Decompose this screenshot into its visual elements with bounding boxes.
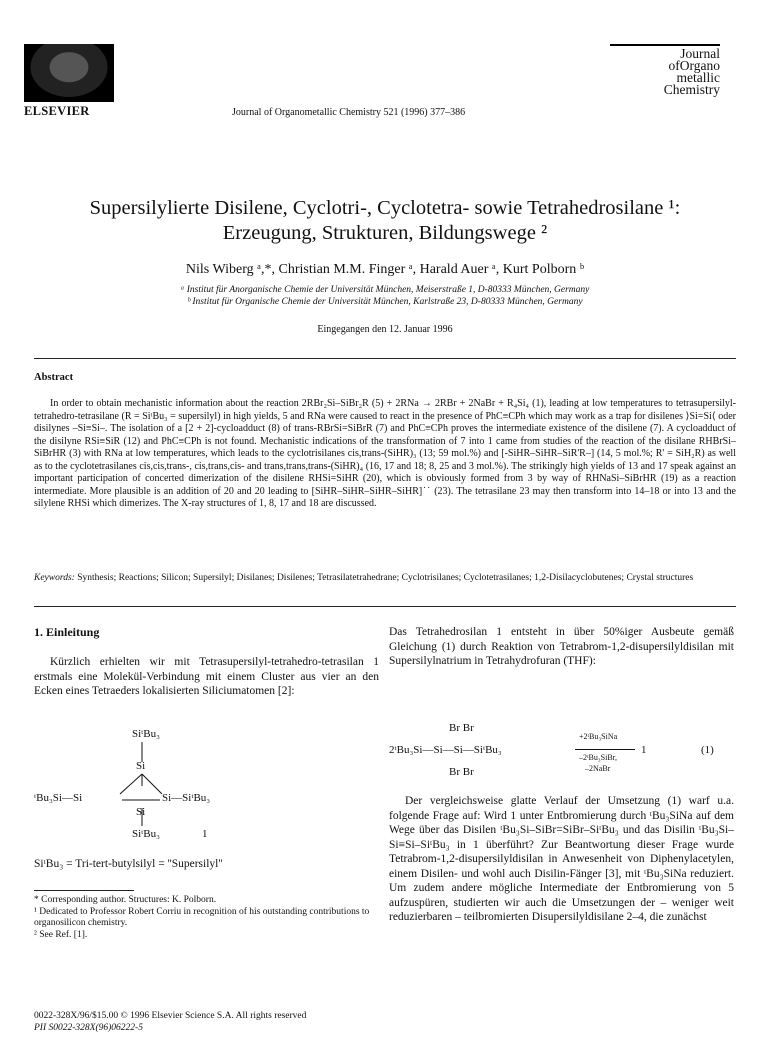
footnote: ¹ Dedicated to Professor Robert Corriu in recognition of his outstanding contributions to organosilicon chemistry. (34, 906, 370, 928)
footnote-divider (34, 890, 134, 891)
structure-bottom: SiᵗBu₃ (132, 828, 160, 840)
title-line-2: Erzeugung, Strukturen, Bildungswege ² (222, 222, 548, 244)
intro-paragraph: Kürzlich erhielten wir mit Tetrasupersilyl-tetrahedro-tetrasilan 1 erstmals eine Molekül-Verbindung mit einem Cluster aus vier an den Ecken eines Tetraeders lokalisierten Siliciumatomen [2]: (34, 656, 379, 697)
equation-byproduct-2: –2NaBr (585, 764, 611, 773)
keywords (34, 572, 736, 584)
pii-line: PII S0022-328X(96)06222-5 (34, 1023, 143, 1033)
equation-reagent: +2ᵗBu₃SiNa (579, 732, 618, 741)
footnote: ² See Ref. [1]. (34, 929, 88, 940)
author-list: Nils Wiberg ᵃ,*, Christian M.M. Finger ᵃ, Harald Auer ᵃ, Kurt Polborn ᵇ (185, 262, 585, 277)
keywords-label: Keywords: (34, 573, 75, 583)
tetrahedrane-structure (34, 728, 334, 848)
compound-label: 1 (202, 828, 208, 840)
abstract-heading: Abstract (34, 372, 74, 383)
divider (34, 358, 736, 359)
structure-top: SiᵗBu₃ (132, 728, 160, 740)
journal-logo-line: Journal (680, 46, 720, 61)
abstract-text: In order to obtain mechanistic information about the reaction 2RBr₂Si–SiBr₂R (5) + 2RNa → 2RBr + 2NaBr + R₄Si₄ (1), leading at low temperatures to tetrasupersilyl-tetrahedro-tetrasilane (R = SiᵗBu₃ = supersilyl) in high yields, 5 and RNa were caused to react in the presence of PhC≡CPh which may work as a trap for disilenes ⟩Si=Si⟨ oder disilynes –Si≡Si–. The isolation of a [2 + 2]-cycloadduct (8) of trans-RBrSi=SiBrR (7) and PhC≡CPh proves the intermediate existence of the disilene (7). A cycloadduct of the disilyne RSi≡SiR (12) and PhC≡CPh is not found. Mechanistic indications of the transformation of 7 into 1 came from studies of the reaction of the disilane RHBrSi–SiBrHR (3) with RNa at low temperatures, which leads to the cyclotrisilanes cis,trans-(SiHR)₃ (13; 59 mol.%) and [-SiHR–SiHR–SiR'R–] (14, 5 mol.%; R' = SiH₂R) as well as to the cyclotetrasilanes cis,cis,trans-, cis,trans,cis- and trans,trans,trans-(SiHR)₄ (16, 17 and 18; 8, 25 and 3 mol.%). The strikingly high yields of 13 and 17 speak against an important participation of concerted dimerization of the disilene RHSi=SiHR (20), which is obviously formed from 3 by way of RHNaSi–SiBrHR (19) as a reaction intermediate. More plausible is an addition of 20 and 20 leading to [SiHR–SiHR–SiHR–SiHR]˙˙ (23). The tetrasilane 23 may then transform into 14–18 or into 13 and the silylene RHSi which dimerizes. The X-ray structures of 1, 8, 17 and 18 are discussed. (34, 398, 736, 509)
title-line-1: Supersilylierte Disilene, Cyclotri-, Cyclotetra- sowie Tetrahedrosilane ¹: (89, 197, 681, 219)
received-date: Eingegangen den 12. Januar 1996 (317, 324, 453, 335)
affiliation-b: ᵇ Institut für Organische Chemie der Universität München, Karlstraße 23, D-80333 München, Germany (187, 297, 583, 307)
structure-left: ᵗBu₃Si—Si (34, 792, 83, 804)
copyright (34, 1010, 306, 1034)
structure-right: Si—SiᵗBu₃ (162, 792, 211, 804)
structure-bonds (34, 728, 334, 848)
journal-logo-line: metallic (676, 70, 720, 85)
equation-number: (1) (701, 744, 714, 756)
copyright-line: 0022-328X/96/$15.00 © 1996 Elsevier Science S.A. All rights reserved (34, 1011, 307, 1021)
structure-center: Si (136, 806, 146, 818)
right-paragraph-2: Der vergleichsweise glatte Verlauf der Umsetzung (1) warf u.a. folgende Frage auf: Wird 1 unter Entbromierung durch ᵗBu₃SiNa auf dem Wege über das Disilen ᵗBu₃Si–SiBr=SiBr–SiᵗBu₃ und das Disilin ᵗBu₃Si–Si≡Si–SiᵗBu₃ in 1 überführt? Zur Beantwortung dieser Frage wurde Tetrabrom-1,2-disupersilyldisilan in Anwesenheit von Diphenylacetylen, einem Disilen- und wohl auch Disilin-Fänger [3], mit ᵗBu₃SiNa reduziert. Um zudem andere mögliche Intermediate der Entbromierung von 5 aufzuspüren, studierten wir auch die Umsetzungen der – weniger weit reduzierbaren – teilbromierten Disupersilyldisilane 2–4, die zunächst (389, 795, 734, 923)
equation-byproduct-1: –2ᵗBu₃SiBr, (579, 753, 618, 762)
section-heading: 1. Einleitung (34, 625, 100, 639)
affiliation-a: ᵃ Institut für Anorganische Chemie der Universität München, Meiserstraße 1, D-80333 München, Germany (180, 285, 590, 295)
right-paragraph-1: Das Tetrahedrosilan 1 entsteht in über 50%iger Ausbeute gemäß Gleichung (1) durch Reaktion von Tetrabrom-1,2-disupersilyldisilan mit Supersilylnatrium in Tetrahydrofuran (THF): (389, 626, 734, 667)
article-title (40, 196, 730, 246)
equation-reactant: 2ᵗBu₃Si—Si—Si—SiᵗBu₃ (389, 744, 502, 756)
supersilyl-definition: SiᵗBu₃ = Tri-tert-butylsilyl = ''Supersilyl'' (34, 858, 223, 870)
affiliations (40, 284, 730, 308)
equation-br-top: Br Br (449, 722, 474, 734)
structure-center-top: Si (136, 760, 146, 772)
journal-reference: Journal of Organometallic Chemistry 521 (1996) 377–386 (232, 107, 466, 118)
elsevier-tree-logo (24, 44, 114, 102)
equation-br-bottom: Br Br (449, 766, 474, 778)
equation-1 (389, 722, 734, 792)
reaction-arrow (575, 749, 635, 750)
footnotes (34, 895, 379, 941)
journal-logo (610, 44, 720, 96)
publisher-name: ELSEVIER (24, 104, 90, 118)
footnote: * Corresponding author. Structures: K. Polborn. (34, 895, 217, 905)
divider (34, 606, 736, 607)
equation-product: 1 (641, 744, 647, 756)
journal-logo-line: ofOrgano (668, 58, 720, 73)
journal-logo-line: Chemistry (663, 82, 720, 97)
keywords-text: Synthesis; Reactions; Silicon; Supersilyl; Disilanes; Disilenes; Tetrasilatetrahedrane; Cyclotrisilanes; Cyclotetrasilanes; 1,2-Disilacyclobutenes; Crystal structures (77, 573, 694, 583)
